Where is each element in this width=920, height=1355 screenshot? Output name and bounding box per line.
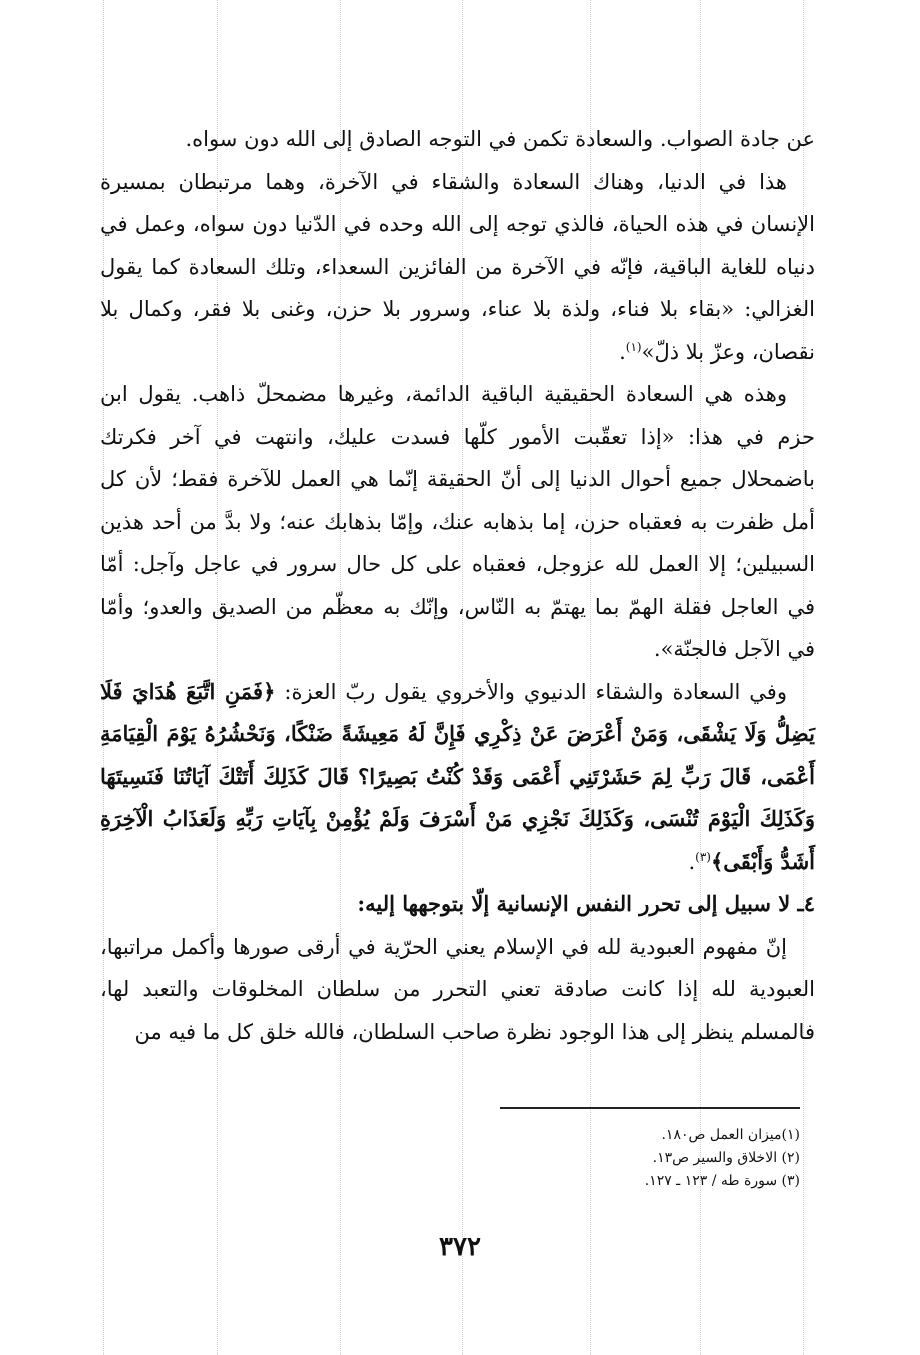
footnotes	[500, 1124, 800, 1193]
paragraph-ibn-hazm-quote: وهذه هي السعادة الحقيقية الباقية الدائمة، وغيرها مضمحلّ ذاهب. يقول ابن حزم في هذا: «إذا تعقّبت الأمور كلّها فسدت عليك، وانتهت في آخر فكرتك باضمحلال جميع أحوال الدنيا إلى أنّ الحقيقة إنّما هي العمل للآخرة فقط؛ لأن كل أمل ظفرت به فعقباه حزن، إما بذهابه عنك، وإمّا بذهابك عنه؛ ولا بدَّ من أحد هذين السبيلين؛ إلا العمل لله عزوجل، فعقباه على كل حال سرور في عاجل وآجل: أمّا في العاجل فقلة الهمّ بما يهتمّ به النّاس، وإنّك به معظّم من الصديق والعدو؛ وأمّا في الآجل فالجنّة».	[100, 382, 815, 661]
paragraph-servitude-freedom: إنّ مفهوم العبودية لله في الإسلام يعني الحرّية في أرقى صورها وأكمل مراتبها، العبودية لله إذا كانت صادقة تعني التحرر من سلطان المخلوقات والتعبد لها، فالمسلم ينظر إلى هذا الوجود نظرة صاحب السلطان، فالله خلق كل ما فيه من	[100, 934, 815, 1044]
footnote-ref-1: (١)	[625, 339, 642, 354]
footnote-3: (٣) سورة طه / ١٢٣ ـ ١٢٧.	[644, 1173, 800, 1189]
paragraph-continuation: عن جادة الصواب. والسعادة تكمن في التوجه الصادق إلى الله دون سواه.	[185, 127, 815, 151]
quran-verse: ﴿فَمَنِ اتَّبَعَ هُدَايَ فَلَا يَضِلُّ وَلَا يَشْقَى، وَمَنْ أَعْرَضَ عَنْ ذِكْرِي فَإِنَّ لَهُ مَعِيشَةً ضَنْكًا، وَنَحْشُرُهُ يَوْمَ الْقِيَامَةِ أَعْمَى، قَالَ رَبِّ لِمَ حَشَرْتَنِي أَعْمَى وَقَدْ كُنْتُ بَصِيرًا؟ قَالَ كَذَلِكَ أَتَتْكَ آيَاتُنَا فَنَسِيتَهَا وَكَذَلِكَ الْيَوْمَ تُنْسَى، وَكَذَلِكَ نَجْزِي مَنْ أَسْرَفَ وَلَمْ يُؤْمِنْ بِآيَاتِ رَبِّهِ وَلَعَذَابُ الْآخِرَةِ أَشَدُّ وَأَبْقَى﴾	[100, 678, 815, 874]
main-text	[100, 118, 815, 1053]
paragraph-happiness-hereafter	[100, 161, 815, 374]
footnote-2: (٢) الاخلاق والسير ص١٣.	[652, 1150, 800, 1166]
page-number: ٣٧٢	[439, 1232, 481, 1262]
section-heading: ٤ـ لا سبيل إلى تحرر النفس الإنسانية إلّا بتوجهها إليه:	[357, 891, 815, 916]
paragraph-text: هذا في الدنيا، وهناك السعادة والشقاء في الآخرة، وهما مرتبطان بمسيرة الإنسان في هذه الحياة، فالذي توجه إلى الله وحده في الدّنيا دون سواه، وعمل في دنياه للغاية الباقية، فإنّه في الآخرة من الفائزين السعداء، وتلك السعادة كما يقول الغزالي: «بقاء بلا فناء، ولذة بلا عناء، وسرور بلا حزن، وغنى بلا فقر، وكمال بلا نقصان، وعزّ بلا ذلّ»	[100, 169, 815, 364]
footnote-ref-3: (٣)	[695, 849, 711, 864]
footnote-1: (١)ميزان العمل ص١٨٠.	[661, 1127, 800, 1143]
paragraph-quran-verse	[100, 671, 815, 884]
paragraph-end: .	[619, 339, 626, 364]
verse-intro: وفي السعادة والشقاء الدنيوي والأخروي يقول ربّ العزة:	[284, 679, 787, 704]
paragraph-end: .	[688, 849, 696, 874]
footnote-divider	[500, 1107, 800, 1109]
